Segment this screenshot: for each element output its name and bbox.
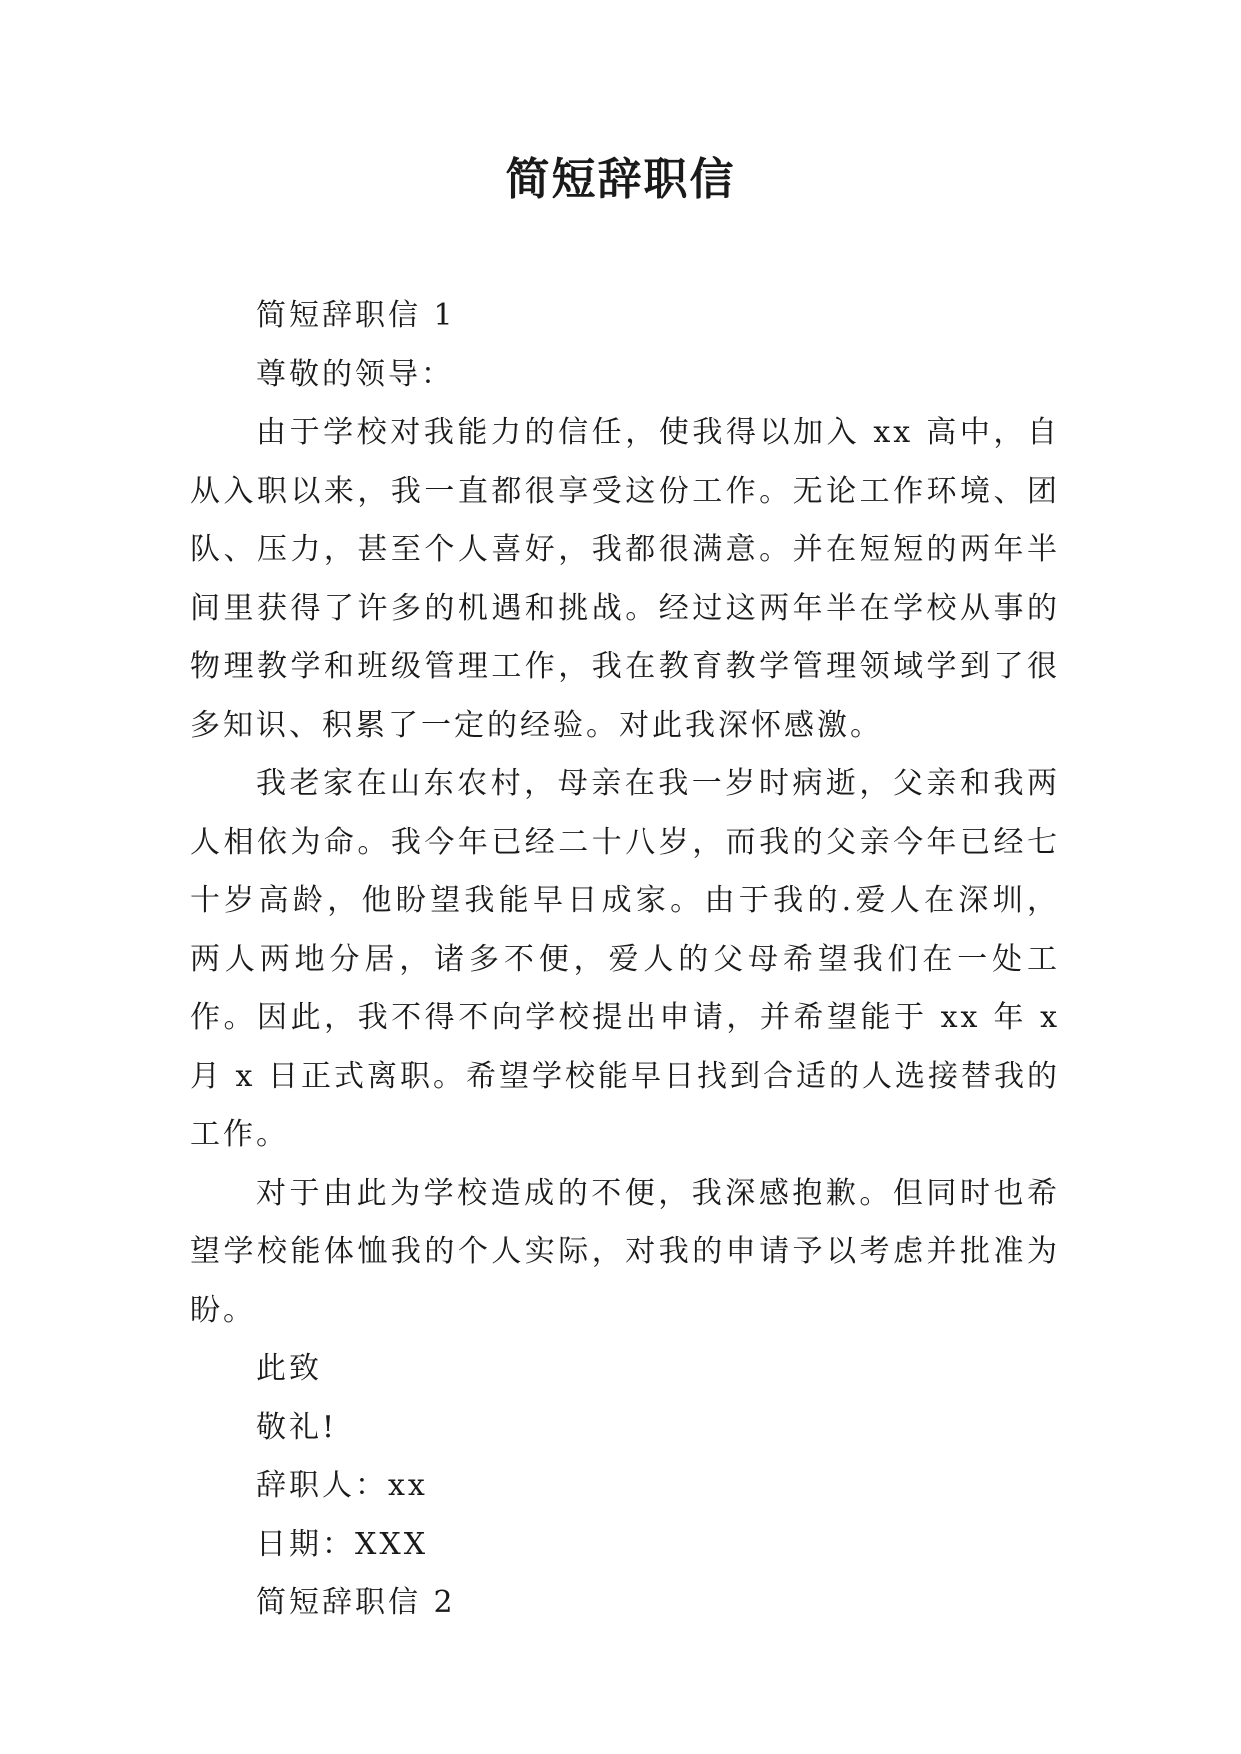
closing-line-1: 此致 [256,1351,322,1386]
date-line: 日期：XXX [256,1526,429,1562]
paragraph-2: 我老家在山东农村，母亲在我一岁时病逝，父亲和我两人相依为命。我今年已经二十八岁，而我的父亲今年已经七十岁高龄，他盼望我能早日成家。由于我的.爱人在深圳，两人两地分居，诸多不便，爱人的父母希望我们在一处工作。因此，我不得不向学校提出申请，并希望能于 xx 年 x 月 x 日正式离职。希望学校能早日找到合适的人选接替我的工作。 [190,766,1060,1152]
paragraph-1: 由于学校对我能力的信任，使我得以加入 xx 高中，自从入职以来，我一直都很享受这份工作。无论工作环境、团队、压力，甚至个人喜好，我都很满意。并在短短的两年半间里获得了许多的机遇和挑战。经过这两年半在学校从事的物理教学和班级管理工作，我在教育教学管理领域学到了很多知识、积累了一定的经验。对此我深怀感激。 [190,415,1060,743]
section-heading-2: 简短辞职信 2 [256,1585,456,1620]
document-title: 简短辞职信 [505,154,736,205]
salutation: 尊敬的领导： [256,356,454,392]
letter-body [190,287,1060,1633]
section-heading-1: 简短辞职信 1 [256,298,456,333]
closing-line-2: 敬礼! [256,1409,338,1445]
signature: 辞职人：xx [256,1468,428,1503]
paragraph-3: 对于由此为学校造成的不便，我深感抱歉。但同时也希望学校能体恤我的个人实际，对我的申请予以考虑并批准为盼。 [190,1175,1060,1328]
